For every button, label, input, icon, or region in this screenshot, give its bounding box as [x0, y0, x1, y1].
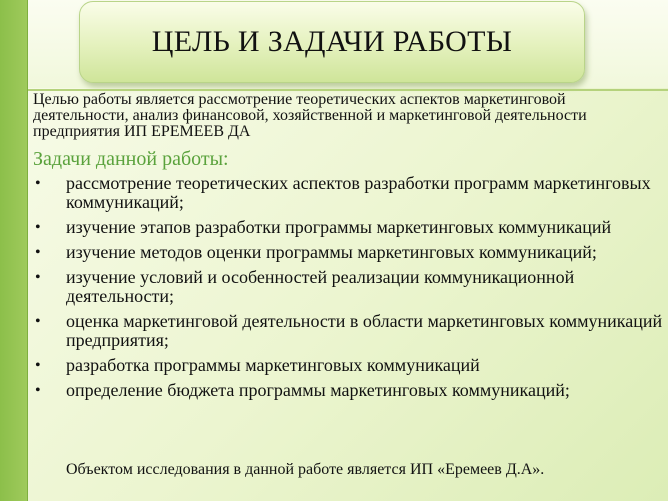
- list-item: [33, 218, 663, 237]
- slide-title: ЦЕЛЬ И ЗАДАЧИ РАБОТЫ: [151, 25, 513, 58]
- research-object-note: Объектом исследования в данной работе является ИП «Еремеев Д.А».: [66, 461, 545, 478]
- bullet-icon: •: [35, 313, 41, 330]
- task-text: изучение этапов разработки программы маркетинговых коммуникаций: [66, 217, 612, 237]
- bullet-icon: •: [35, 244, 41, 261]
- task-text: определение бюджета программы маркетинговых коммуникаций;: [66, 380, 570, 400]
- tasks-list: [33, 174, 663, 400]
- bullet-icon: •: [35, 219, 41, 236]
- list-item: [33, 243, 663, 262]
- goal-paragraph: Целью работы является рассмотрение теоретических аспектов маркетинговой деятельности, анализ финансовой, хозяйственной и маркетинговой деятельности предприятия ИП ЕРЕМЕЕВ ДА: [33, 91, 587, 140]
- slide-content: [33, 92, 663, 406]
- title-box: [79, 1, 585, 83]
- task-text: рассмотрение теоретических аспектов разработки программ маркетинговых коммуникаций;: [66, 173, 651, 212]
- bullet-icon: •: [35, 357, 41, 374]
- bullet-icon: •: [35, 269, 41, 286]
- list-item: [33, 268, 663, 306]
- bullet-icon: •: [35, 382, 41, 399]
- task-text: изучение условий и особенностей реализации коммуникационной деятельности;: [66, 267, 575, 306]
- list-item: [33, 312, 663, 350]
- task-text: оценка маркетинговой деятельности в области маркетинговых коммуникаций предприятия;: [66, 311, 663, 350]
- bullet-icon: •: [35, 175, 41, 192]
- tasks-heading: Задачи данной работы:: [33, 148, 229, 170]
- left-accent-bar: [0, 0, 28, 501]
- list-item: [33, 174, 663, 212]
- task-text: разработка программы маркетинговых коммуникаций: [66, 355, 480, 375]
- task-text: изучение методов оценки программы маркетинговых коммуникаций;: [66, 242, 597, 262]
- list-item: [33, 381, 663, 400]
- list-item: [33, 356, 663, 375]
